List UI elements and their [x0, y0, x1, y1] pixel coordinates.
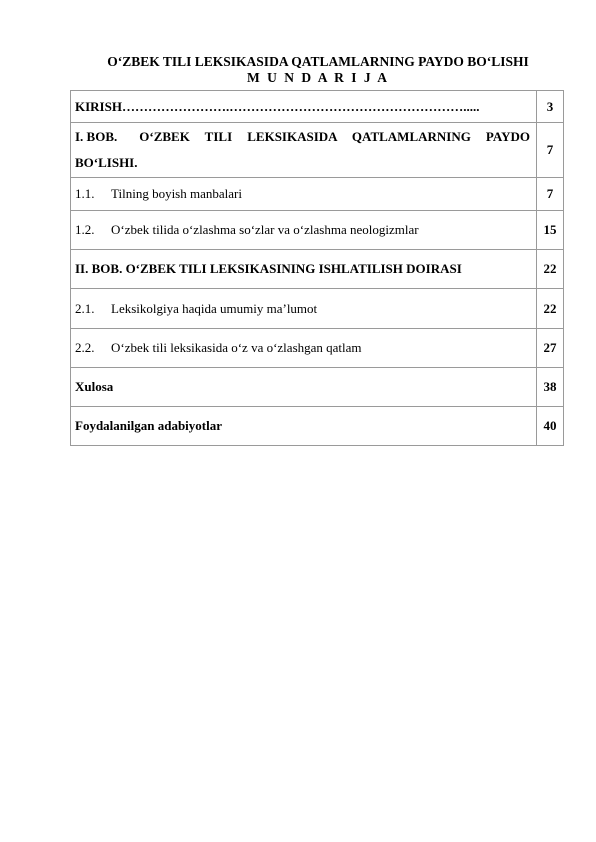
- toc-page-number: 22: [537, 250, 564, 289]
- toc-chapter-number: I. BOB.: [75, 129, 118, 144]
- toc-section-number: 1.2.: [75, 222, 95, 237]
- toc-section-title: Leksikolgiya haqida umumiy ma’lumot: [111, 300, 318, 316]
- toc-entry-text: Xulosa: [71, 368, 537, 407]
- toc-section-number: 1.1.: [75, 186, 95, 201]
- toc-row-xulosa: [71, 368, 564, 407]
- toc-entry-text: [71, 289, 537, 329]
- toc-section-title: O‘zbek tili leksikasida o‘z va o‘zlashgan qatlam: [111, 340, 362, 355]
- toc-page-number: 7: [537, 123, 564, 178]
- toc-page-number: 27: [537, 329, 564, 368]
- toc-entry-text: [71, 123, 537, 178]
- title-mundarija: M U N D A R I J A: [246, 70, 389, 85]
- toc-page-number: 22: [537, 289, 564, 329]
- toc-entry-text: II. BOB. O‘ZBEK TILI LEKSIKASINING ISHLATILISH DOIRASI: [71, 250, 537, 289]
- document-title: [72, 54, 564, 86]
- toc-row-kirish: [71, 91, 564, 123]
- toc-row-1-1: [71, 178, 564, 211]
- toc-entry-text: KIRISH…………………….……………………………………………….....: [71, 91, 537, 123]
- toc-section-title: Tilning boyish manbalari: [111, 186, 242, 201]
- toc-row-adabiyotlar: [71, 407, 564, 446]
- toc-entry-text: [71, 211, 537, 250]
- toc-section-number: 2.1.: [75, 300, 95, 316]
- toc-page-number: 15: [537, 211, 564, 250]
- toc-page-number: 38: [537, 368, 564, 407]
- toc-row-bob-2: [71, 250, 564, 289]
- toc-section-title: O‘zbek tilida o‘zlashma so‘zlar va o‘zlashma neologizmlar: [111, 222, 419, 237]
- toc-section-number: 2.2.: [75, 340, 95, 355]
- toc-entry-text: Foydalanilgan adabiyotlar: [71, 407, 537, 446]
- toc-page-number: 40: [537, 407, 564, 446]
- toc-row-1-2: [71, 211, 564, 250]
- toc-row-bob-1: [71, 123, 564, 178]
- toc-chapter-title-cont: BO‘LISHI.: [75, 155, 138, 170]
- toc-entry-text: [71, 329, 537, 368]
- toc-chapter-title: O‘ZBEK TILI LEKSIKASIDA QATLAMLARNING PAYDO: [139, 129, 530, 144]
- toc-page-number: 3: [537, 91, 564, 123]
- title-main: O‘ZBEK TILI LEKSIKASIDA QATLAMLARNING PAYDO BO‘LISHI: [107, 54, 529, 69]
- table-of-contents: [70, 90, 564, 446]
- toc-row-2-2: [71, 329, 564, 368]
- toc-entry-text: [71, 178, 537, 211]
- toc-page-number: 7: [537, 178, 564, 211]
- toc-row-2-1: [71, 289, 564, 329]
